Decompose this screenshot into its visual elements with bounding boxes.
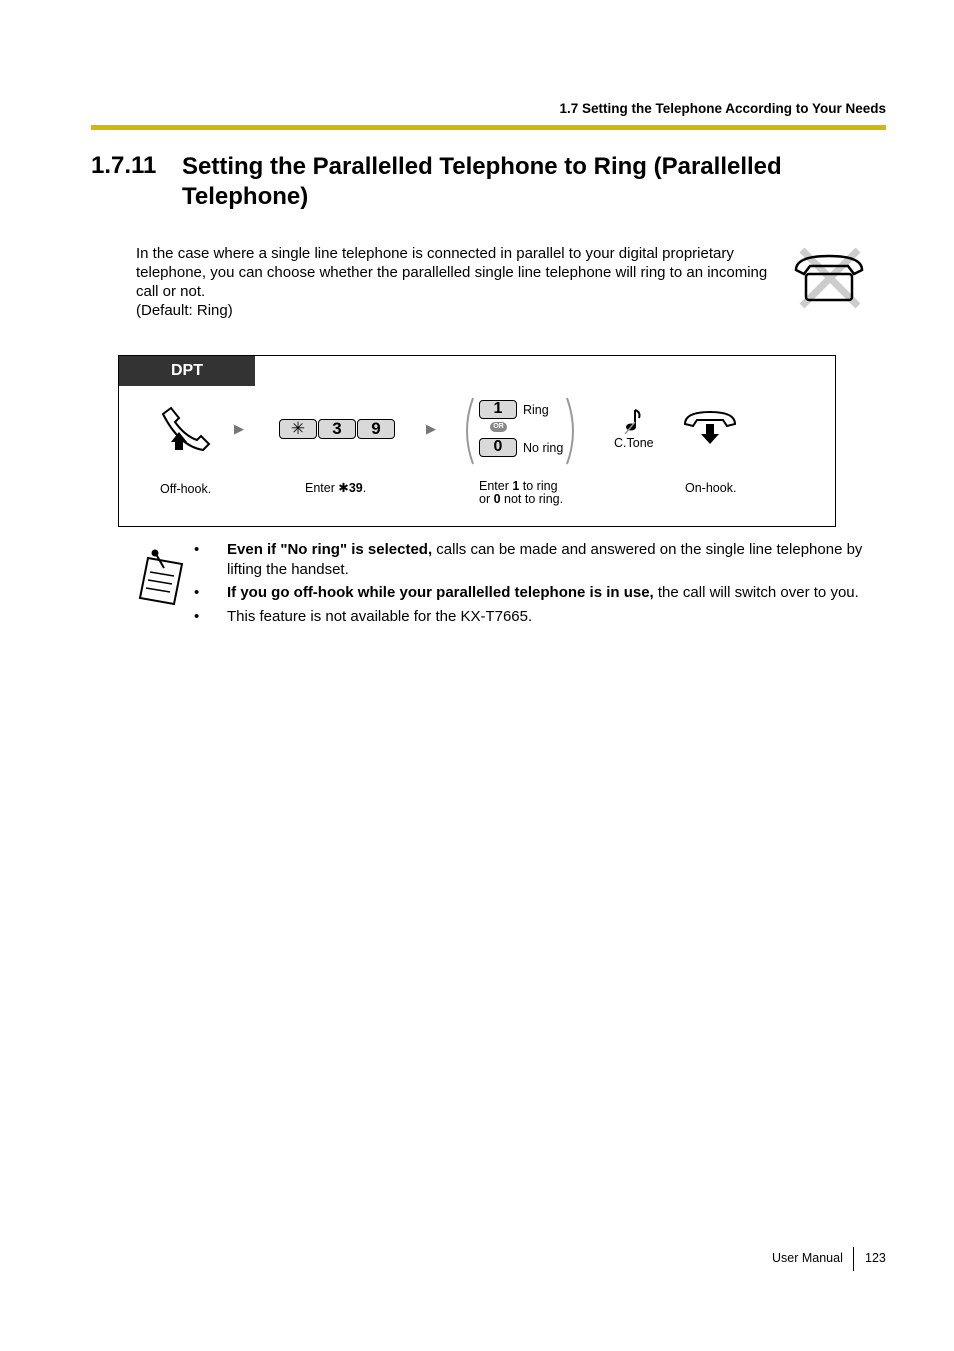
enter-code: 39 [348,481,363,495]
note-bold: If you go off-hook while your parallelled telephone is in use, [227,584,654,601]
key-3: 3 [318,419,356,439]
right-bracket-icon [563,396,581,466]
choice-line-1-key: 1 [512,479,520,493]
key-1: 1 [479,400,517,419]
confirmation-tone-icon [623,408,643,434]
note-text: the call will switch over to you. [653,584,859,601]
bullet: • [194,607,200,625]
dpt-tab: DPT [119,356,255,386]
choice-line-2-pre: or [479,492,494,506]
choice-line-2-key: 0 [493,492,501,506]
choice-line-2-post: not to ring. [500,492,564,506]
on-hook-handset-icon [683,410,737,446]
note-item [194,540,884,579]
section-title: Setting the Parallelled Telephone to Ring (Parallelled Telephone) [182,153,782,210]
left-bracket-icon [459,396,477,466]
star-key: ✳ [279,419,317,439]
bullet: • [194,541,200,558]
footer-label: User Manual [772,1251,843,1265]
choice-line-1-post: to ring [519,479,558,493]
notepad-icon [138,546,188,606]
no-ring-label: No ring [523,441,564,455]
off-hook-handset-icon [157,406,211,452]
page-number: 123 [865,1251,886,1265]
note-text: calls can be made and answered on the single line telephone by lifting the handset. [227,541,863,578]
note-bold: Even if "No ring" is selected, [227,541,433,558]
step-arrow-icon: ▶ [426,421,436,436]
running-header: 1.7 Setting the Telephone According to Your Needs [559,101,886,116]
off-hook-caption: Off-hook. [160,482,212,496]
notes-list [194,540,884,630]
enter-prefix: Enter [305,481,339,495]
on-hook-caption: On-hook. [685,481,737,495]
bullet: • [194,584,200,601]
enter-suffix: . [362,481,367,495]
note-item [194,583,884,603]
or-badge: OR [490,422,507,432]
note-item [194,607,884,627]
star-symbol-icon: ✱ [338,481,349,495]
key-0: 0 [479,438,517,457]
footer-separator [853,1247,854,1271]
step-arrow-icon: ▶ [234,421,244,436]
section-number: 1.7.11 [91,152,157,179]
intro-paragraph [136,244,786,320]
procedure-box [118,355,836,527]
tone-label: C.Tone [614,436,654,450]
intro-default: (Default: Ring) [136,302,233,319]
choice-line-2 [479,493,563,506]
choice-caption [479,480,563,506]
intro-text: In the case where a single line telephone is connected in parallel to your digital proprietary telephone, you can choose whether the parallelled single line telephone will ring to an incoming call or not. [136,245,768,300]
ring-label: Ring [523,403,549,417]
single-line-telephone-crossed-icon [792,248,866,310]
choice-line-1-pre: Enter [479,479,513,493]
key-sequence [279,419,396,441]
enter-code-caption [305,482,366,495]
key-9: 9 [357,419,395,439]
header-rule [91,125,886,130]
note-text: This feature is not available for the KX-T7665. [227,607,533,625]
